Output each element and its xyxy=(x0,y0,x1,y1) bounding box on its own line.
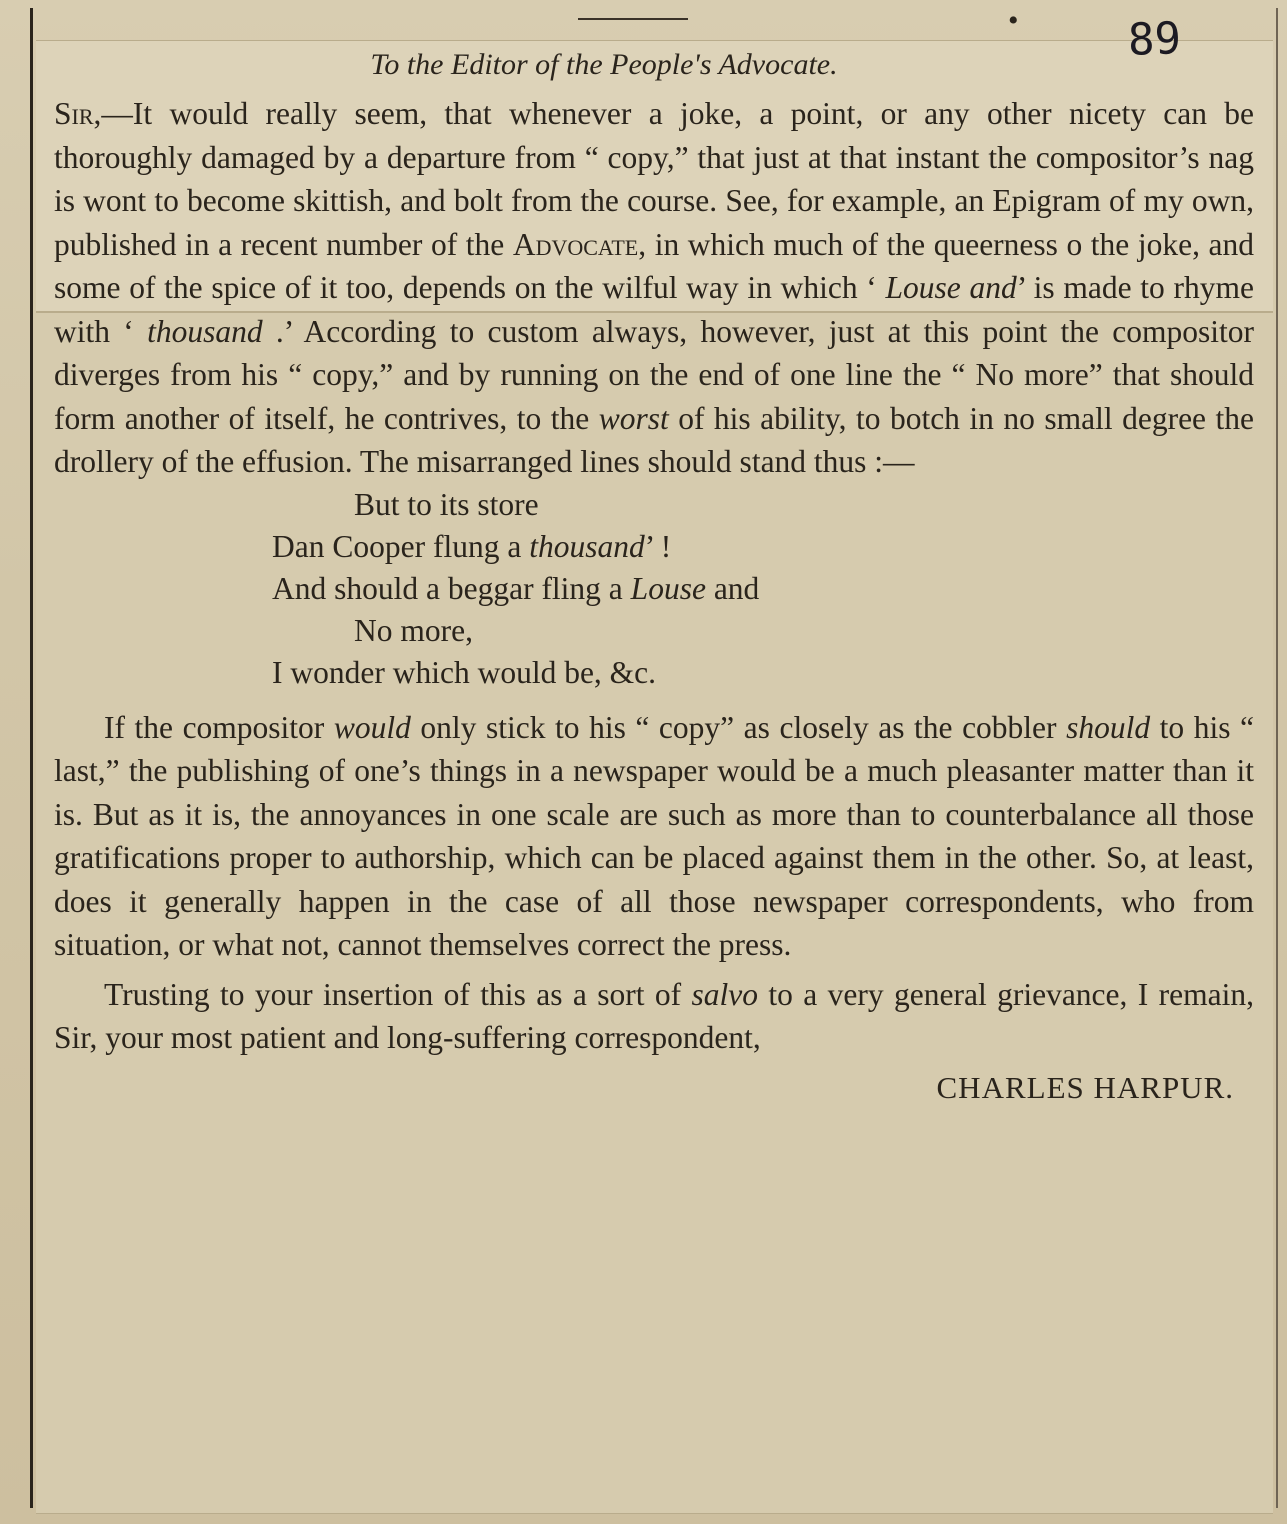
italic-text: would xyxy=(333,709,411,745)
italic-text: thousand xyxy=(529,528,645,564)
verse-line xyxy=(54,484,1254,526)
italic-text: Louse and xyxy=(885,270,1017,305)
italic-text: should xyxy=(1066,709,1151,745)
text-run: only stick to his “ copy” as closely as the cobbler xyxy=(410,709,1067,745)
text-run: to a very general grievance, I remain, Sir, your most patient and long-suffering correspondent, xyxy=(54,976,1254,1055)
bullet-mark: • xyxy=(1008,4,1019,37)
text-run: ’ ! xyxy=(644,528,672,564)
epigram-verse xyxy=(54,484,1254,694)
text-run: Trusting to your insertion of this as a sort of xyxy=(104,976,692,1012)
italic-text: salvo xyxy=(691,976,758,1012)
verse-line xyxy=(54,610,1254,652)
verse-line xyxy=(54,526,1254,568)
letter-paragraphs-intro xyxy=(54,92,1254,484)
text-run: , in which much of the queerness o the joke, and some of the spice of it too, depends on the wilful way in which ‘ xyxy=(54,226,1254,305)
text-run: ’ is made to rhyme with ‘ xyxy=(54,270,1254,349)
section-rule xyxy=(578,18,688,20)
italic-text: worst xyxy=(598,400,669,436)
verse-line xyxy=(54,568,1254,610)
letter-body xyxy=(54,40,1254,1106)
column-rule-right xyxy=(1276,8,1278,1508)
smallcaps-text: Advocate xyxy=(512,226,639,262)
column-rule-left xyxy=(30,8,33,1508)
text-run: I wonder which would be, &c. xyxy=(272,654,657,690)
letter-paragraph xyxy=(54,706,1254,967)
letter-paragraphs-closing xyxy=(54,706,1254,1060)
signature: CHARLES HARPUR. xyxy=(936,1069,1234,1105)
italic-text: Louse xyxy=(630,570,706,606)
verse-line xyxy=(54,652,1254,694)
text-run: No more, xyxy=(354,612,473,648)
handwritten-folio-number: 89 xyxy=(1127,13,1182,66)
italic-text: thousand xyxy=(147,313,263,349)
text-run: If the compositor xyxy=(104,709,334,745)
text-run: and xyxy=(705,570,760,606)
text-run: .’ According to custom always, however, just at this point the compositor diverges from his “ copy,” and by running on the end of one line the “ No more” that should form another of itself, he contrives, to the xyxy=(54,313,1255,436)
text-run: And should a beggar fling a xyxy=(272,570,631,606)
smallcaps-text: Sir xyxy=(54,96,94,131)
letter-paragraph xyxy=(54,92,1254,484)
text-run: Dan Cooper flung a xyxy=(272,528,530,564)
text-run: to his “ last,” the publishing of one’s things in a newspaper would be a much pleasanter matter than it is. But as it is, the annoyances in one scale are such as more than to counterbalance all those gratifications proper to authorship, which can be placed against them in the other. So, at least, does it generally happen in the case of all those newspaper correspondents, who from situation, or what not, cannot themselves correct the press. xyxy=(54,709,1255,962)
text-run: ,—It would really seem, that whenever a joke, a point, or any other nicety can be thoroughly damaged by a departure from “ copy,” that just at that instant the compositor’s nag is wont to become skittish, and bolt from the course. See, for example, an Epigram of my own, published in a recent number of the xyxy=(54,96,1254,262)
letter-paragraph xyxy=(54,973,1254,1060)
text-run: But to its store xyxy=(354,486,539,522)
text-run: of his ability, to botch in no small degree the drollery of the effusion. The misarranged lines should stand thus :— xyxy=(54,400,1254,479)
letter-heading: To the Editor of the People's Advocate. xyxy=(370,48,838,81)
